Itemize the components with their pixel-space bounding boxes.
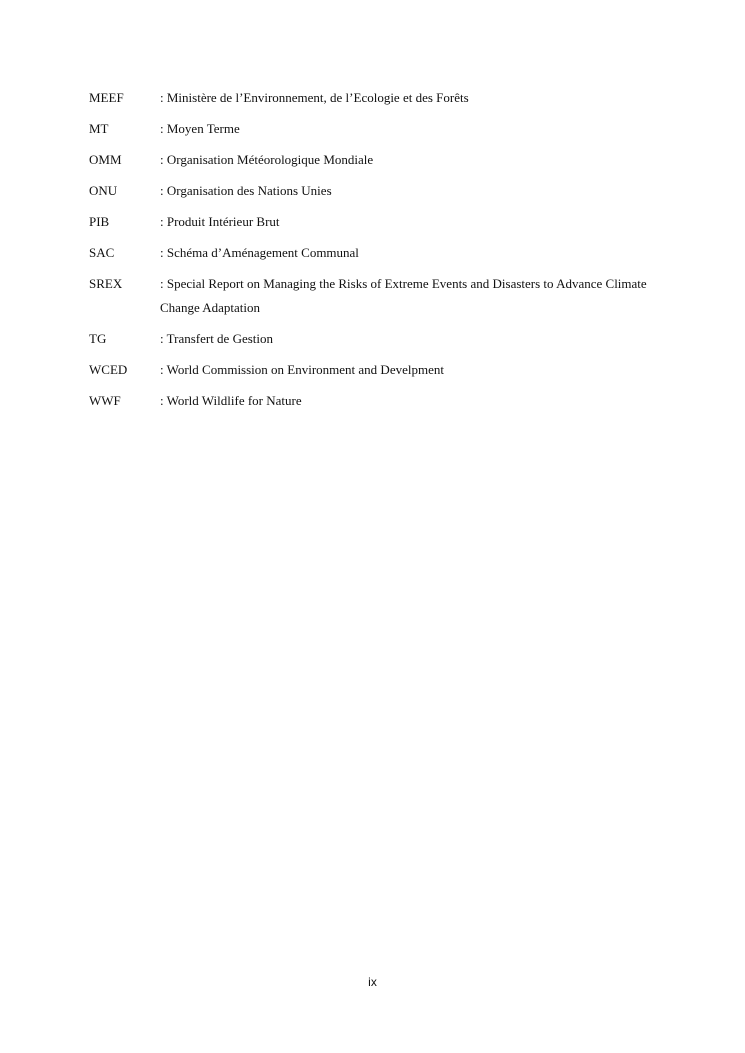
page-number: ix — [368, 975, 377, 989]
abbreviation-definition: : World Commission on Environment and Develpment — [160, 362, 444, 377]
abbreviation-row-onu — [89, 179, 649, 203]
abbreviation-definition: : Special Report on Managing the Risks of Extreme Events and Disasters to Advance Climate Change Adaptation — [160, 276, 647, 315]
abbreviation-definition: : Transfert de Gestion — [160, 331, 274, 346]
abbreviation-row-wced — [89, 358, 649, 382]
abbreviation-row-mt — [89, 117, 649, 141]
abbreviation-term: SAC — [89, 245, 115, 260]
abbreviation-row-sac — [89, 241, 649, 265]
abbreviation-term: SREX — [89, 276, 123, 291]
abbreviation-term: MT — [89, 121, 109, 136]
abbreviation-row-wwf — [89, 389, 649, 413]
abbreviation-term: ONU — [89, 183, 118, 198]
abbreviation-term: WWF — [89, 393, 121, 408]
abbreviation-row-meef — [89, 86, 649, 110]
abbreviation-definition: : Ministère de l’Environnement, de l’Ecologie et des Forêts — [160, 90, 469, 105]
abbreviation-definition: : Produit Intérieur Brut — [160, 214, 280, 229]
abbreviation-definition: : World Wildlife for Nature — [160, 393, 302, 408]
abbreviation-definition: : Organisation des Nations Unies — [160, 183, 332, 198]
abbreviation-row-tg — [89, 327, 649, 351]
abbreviation-definition: : Schéma d’Aménagement Communal — [160, 245, 359, 260]
abbreviation-term: OMM — [89, 152, 122, 167]
abbreviation-row-srex — [89, 272, 649, 320]
abbreviation-term: MEEF — [89, 90, 124, 105]
abbreviation-definition: : Moyen Terme — [160, 121, 240, 136]
abbreviation-list — [89, 86, 649, 420]
abbreviation-definition: : Organisation Météorologique Mondiale — [160, 152, 374, 167]
abbreviation-row-pib — [89, 210, 649, 234]
abbreviation-term: TG — [89, 331, 107, 346]
abbreviation-term: WCED — [89, 362, 128, 377]
abbreviation-row-omm — [89, 148, 649, 172]
abbreviation-term: PIB — [89, 214, 110, 229]
